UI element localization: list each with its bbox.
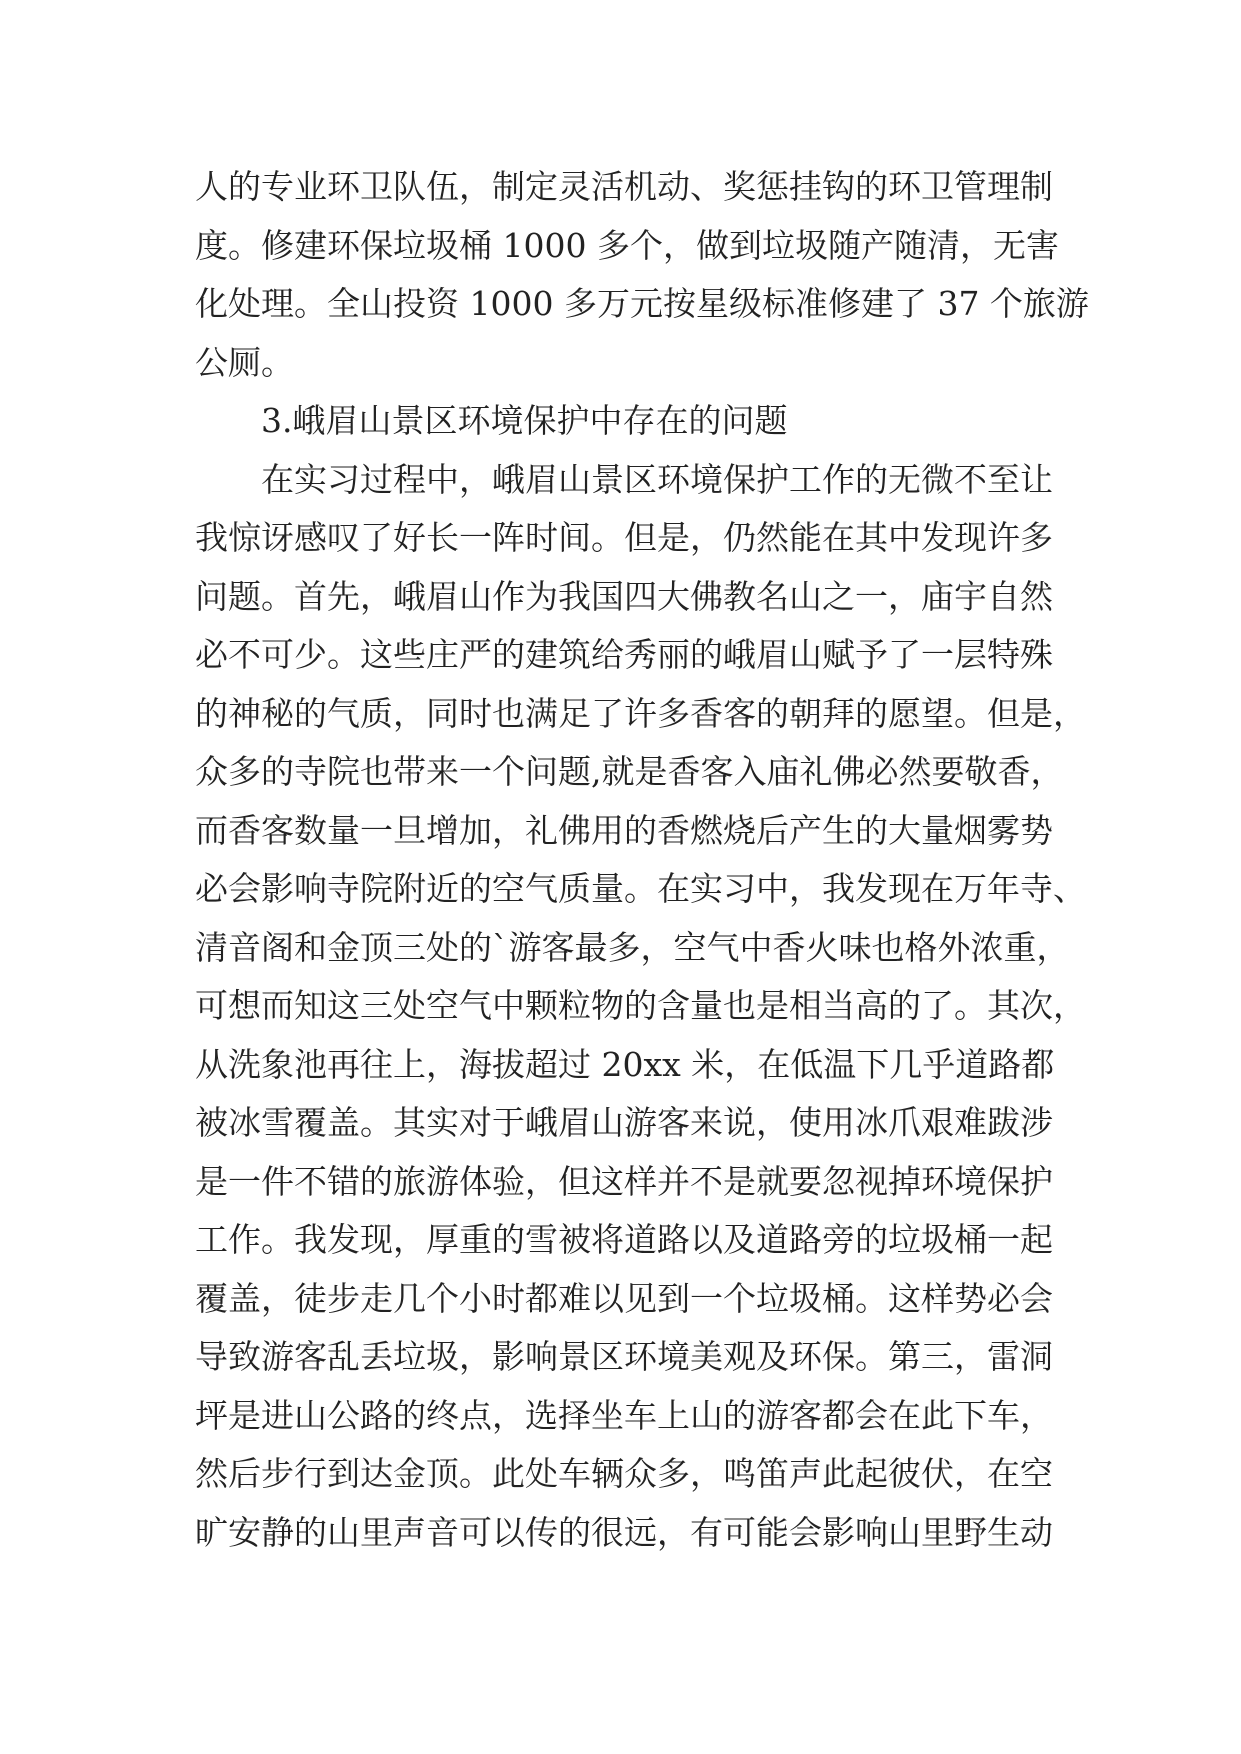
text-line: 覆盖，徒步走几个小时都难以见到一个垃圾桶。这样势必会: [195, 1278, 1053, 1318]
text-line: 公厕。: [195, 342, 294, 382]
text-line: 坪是进山公路的终点，选择坐车上山的游客都会在此下车，: [195, 1395, 1053, 1435]
text-line: 我惊讶感叹了好长一阵时间。但是，仍然能在其中发现许多: [195, 518, 1053, 557]
text-line: 必不可少。这些庄严的建筑给秀丽的峨眉山赋予了一层特殊: [195, 635, 1053, 674]
text-line: 旷安静的山里声音可以传的很远，有可能会影响山里野生动: [195, 1512, 1053, 1552]
text-line: 然后步行到达金顶。此处车辆众多，鸣笛声此起彼伏，在空: [195, 1454, 1053, 1493]
text-line: 导致游客乱丢垃圾，影响景区环境美观及环保。第三，雷洞: [195, 1337, 1053, 1376]
text-line: 必会影响寺院附近的空气质量。在实习中，我发现在万年寺、: [195, 869, 1086, 908]
paragraph: [195, 158, 1089, 392]
text-line: 的神秘的气质，同时也满足了许多香客的朝拜的愿望。但是，: [195, 693, 1086, 733]
text-line: 人的专业环卫队伍，制定灵活机动、奖惩挂钩的环卫管理制: [195, 167, 1053, 206]
text-line: 而香客数量一旦增加，礼佛用的香燃烧后产生的大量烟雾势: [195, 810, 1053, 850]
text-line: 清音阁和金顶三处的`游客最多，空气中香火味也格外浓重，: [195, 927, 1070, 967]
text-line: 问题。首先，峨眉山作为我国四大佛教名山之一，庙宇自然: [195, 576, 1053, 616]
paragraph: [195, 451, 1086, 1563]
section-heading: [195, 392, 1045, 451]
text-line: 从洗象池再往上，海拔超过 20xx 米，在低温下几乎道路都: [195, 1044, 1055, 1084]
text-line: 被冰雪覆盖。其实对于峨眉山游客来说，使用冰爪艰难跋涉: [195, 1103, 1053, 1142]
text-line: 在实习过程中，峨眉山景区环境保护工作的无微不至让: [261, 459, 1053, 499]
text-line: 化处理。全山投资 1000 多万元按星级标准修建了 37 个旅游: [195, 284, 1089, 323]
document-body: [195, 158, 1089, 1562]
text-line: 是一件不错的旅游体验，但这样并不是就要忽视掉环境保护: [195, 1161, 1053, 1201]
text-line: 3.峨眉山景区环境保护中存在的问题: [261, 401, 788, 440]
text-line: 工作。我发现，厚重的雪被将道路以及道路旁的垃圾桶一起: [195, 1220, 1053, 1259]
text-line: 度。修建环保垃圾桶 1000 多个，做到垃圾随产随清，无害: [195, 225, 1059, 265]
text-line: 众多的寺院也带来一个问题,就是香客入庙礼佛必然要敬香，: [195, 752, 1064, 791]
text-line: 可想而知这三处空气中颗粒物的含量也是相当高的了。其次，: [195, 986, 1086, 1025]
